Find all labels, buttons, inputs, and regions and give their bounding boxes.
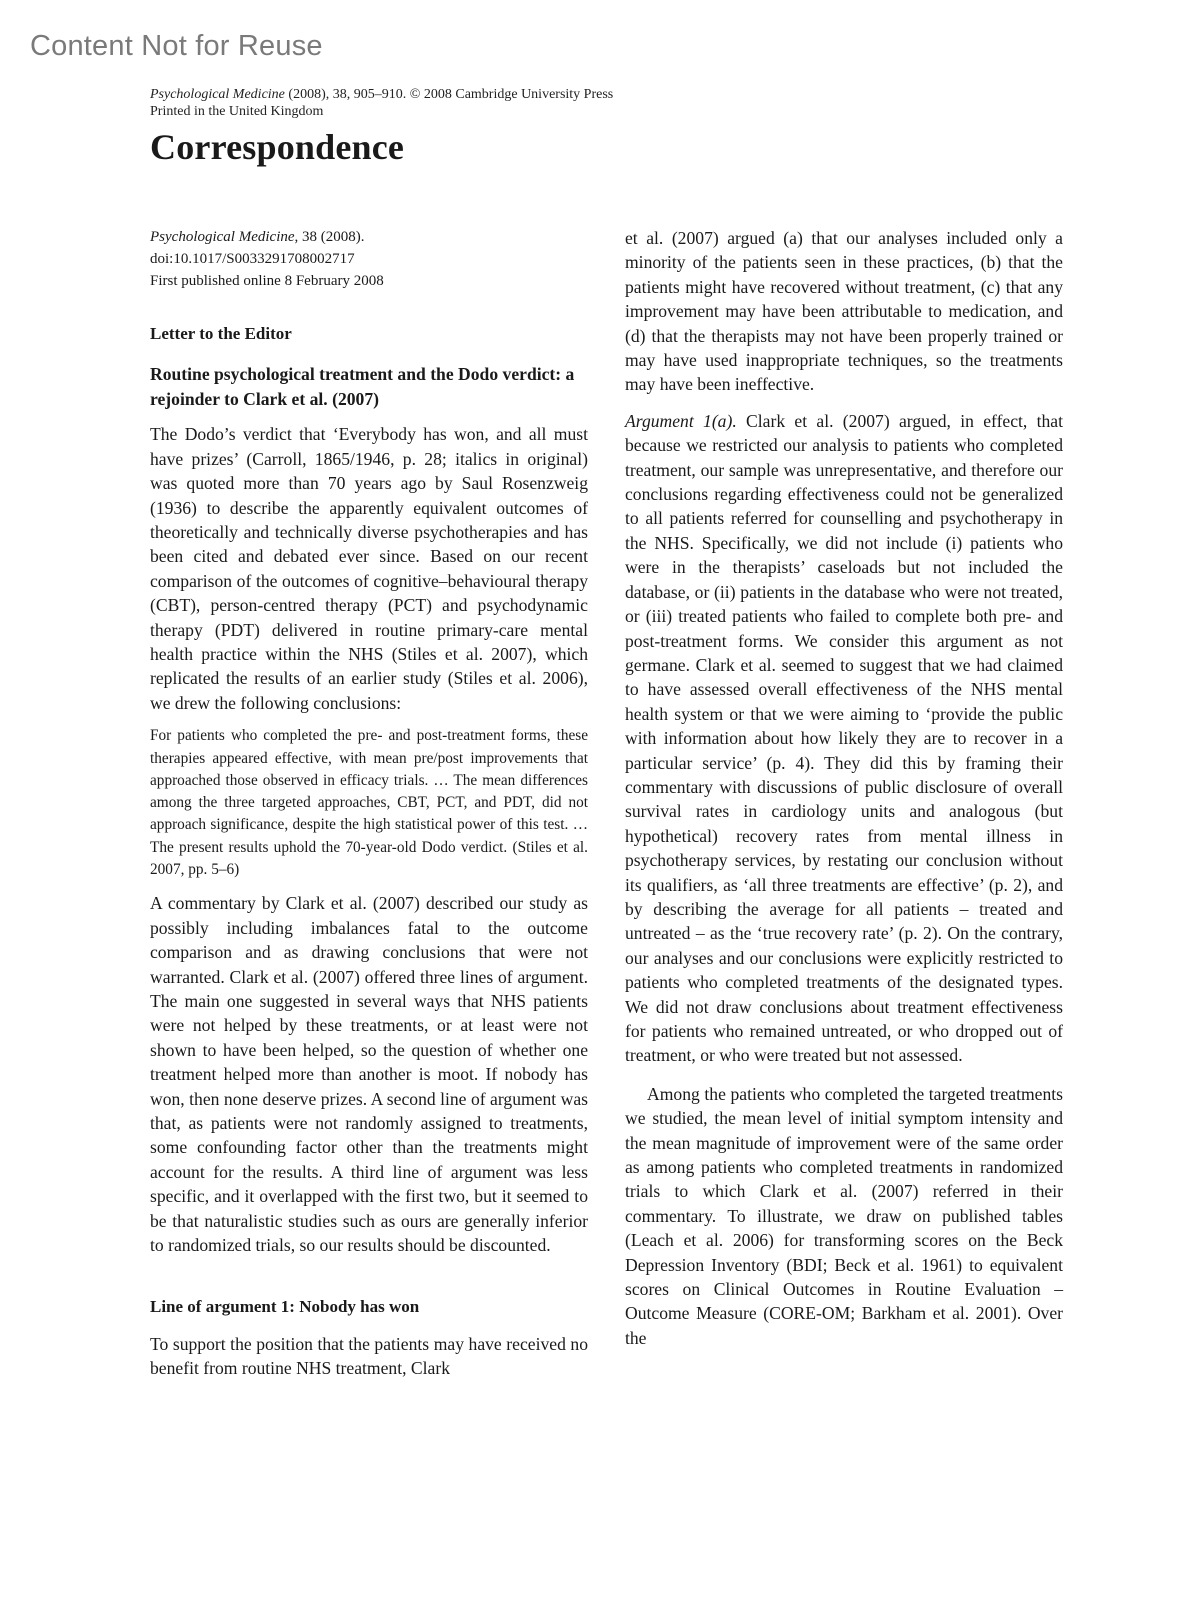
watermark: Content Not for Reuse (30, 30, 323, 62)
meta-published: First published online 8 February 2008 (150, 273, 384, 289)
article-meta (150, 226, 588, 292)
argument-1a-text: Clark et al. (2007) argued, in effect, that because we restricted our analysis to patients who completed treatment, our sample was unrepresentative, and therefore our conclusions regarding effectiveness could not be generalized to all patients referred for counselling and psychotherapy in the NHS. Specifically, we did not include (i) patients who were in the therapists’ caseloads but not included the database, or (ii) patients in the database who were not treated, or (iii) treated patients who failed to complete both pre- and post-treatment forms. We consider this argument as not germane. Clark et al. seemed to suggest that we had claimed to have assessed overall effectiveness of the NHS mental health system or that we were aiming to ‘provide the public with information about how likely they are to recover in a particular service’ (p. 4). They did this by framing their commentary with discussions of public disclosure of overall survival rates in cardiology units and analogous (but hypothetical) recovery rates from mental illness in psychotherapy services, by restating our conclusion without its qualifiers, as ‘all three treatments are effective’ (p. 2), and by describing the average for all patients – treated and untreated – as the ‘true recovery rate’ (p. 2). On the contrary, our analyses and our conclusions were explicitly restricted to patients who completed treatments of the designated types. We did not draw conclusions about treatment effectiveness for patients who remained untreated, or who dropped out of treatment, or who were treated but not assessed. (625, 410, 1064, 1066)
block-quote: For patients who completed the pre- and post-treatment forms, these therapies appeared effective, with mean pre/post improvements that approached those observed in efficacy trials. … The mean differences among the three targeted approaches, CBT, PCT, and PDT, did not approach significance, despite the high statistical power of this test. … The present results uphold the 70-year-old Dodo verdict. (Stiles et al. 2007, pp. 5–6) (150, 727, 588, 879)
section-label: Letter to the Editor (150, 324, 292, 343)
argument-1a-paragraph (625, 409, 1063, 1068)
left-column (150, 226, 588, 1381)
article-title: Routine psychological treatment and the Dodo verdict: a rejoinder to Clark et al. (2007) (150, 364, 575, 410)
meta-volume: , 38 (2008). (294, 229, 365, 245)
support-paragraph: To support the position that the patients may have received no benefit from routine NHS treatment, Clark (150, 1333, 588, 1379)
page-title: Correspondence (150, 127, 405, 167)
running-header (150, 86, 613, 120)
meta-journal-line (150, 226, 588, 248)
journal-citation (150, 86, 613, 103)
among-paragraph: Among the patients who completed the targeted treatments we studied, the mean level of initial symptom intensity and the mean magnitude of improvement were of the same order as among patients who completed treatments in randomized trials to which Clark et al. (2007) referred in their commentary. To illustrate, we draw on published tables (Leach et al. 2006) for transforming scores on the Beck Depression Inventory (BDI; Beck et al. 1961) to equivalent scores on Clinical Outcomes in Routine Evaluation – Outcome Measure (CORE-OM; Barkham et al. 2001). Over the (625, 1083, 1063, 1348)
intro-paragraph: The Dodo’s verdict that ‘Everybody has won, and all must have prizes’ (Carroll, 1865/1946, p. 28; italics in original) was quoted more than 70 years ago by Saul Rosenzweig (1936) to describe the apparently equivalent outcomes of theoretically and technically diverse psychotherapies and has been cited and debated ever since. Based on our recent comparison of the outcomes of cognitive–behavioural therapy (CBT), person-centred therapy (PCT) and psychodynamic therapy (PDT) delivered in routine primary-care mental health practice within the NHS (Stiles et al. 2007), which replicated the results of an earlier study (Stiles et al. 2006), we drew the following conclusions: (150, 424, 588, 713)
journal-name: Psychological Medicine (150, 87, 285, 102)
printed-note: Printed in the United Kingdom (150, 104, 324, 119)
meta-journal: Psychological Medicine (150, 229, 295, 245)
meta-doi: doi:10.1017/S0033291708002717 (150, 251, 355, 267)
argument-label: Argument 1(a). (625, 410, 737, 431)
right-column (625, 226, 1063, 1350)
commentary-paragraph: A commentary by Clark et al. (2007) described our study as possibly including imbalances fatal to the outcome comparison and as drawing conclusions that were not warranted. Clark et al. (2007) offered three lines of argument. The main one suggested in several ways that NHS patients were not helped by these treatments, or at least were not shown to have been helped, so the question of whether one treatment helped more than another is moot. If nobody has won, then none deserve prizes. A second line of argument was that, as patients were not randomly assigned to treatments, some confounding factor other than the treatments might account for the results. A third line of argument was less specific, and it overlapped with the first two, but it seemed to be that naturalistic studies such as ours are generally inferior to randomized trials, so our results should be discounted. (150, 893, 588, 1256)
continued-paragraph: et al. (2007) argued (a) that our analyses included only a minority of the patients seen in these practices, (b) that the patients might have recovered without treatment, (c) that any improvement may have been attributable to medication, and (d) that the therapists may not have been properly trained or may have used inappropriate techniques, so the treatments may have been ineffective. (625, 228, 1063, 395)
section-heading: Line of argument 1: Nobody has won (150, 1297, 420, 1317)
citation-details: (2008), 38, 905–910. © 2008 Cambridge University Press (284, 87, 614, 102)
